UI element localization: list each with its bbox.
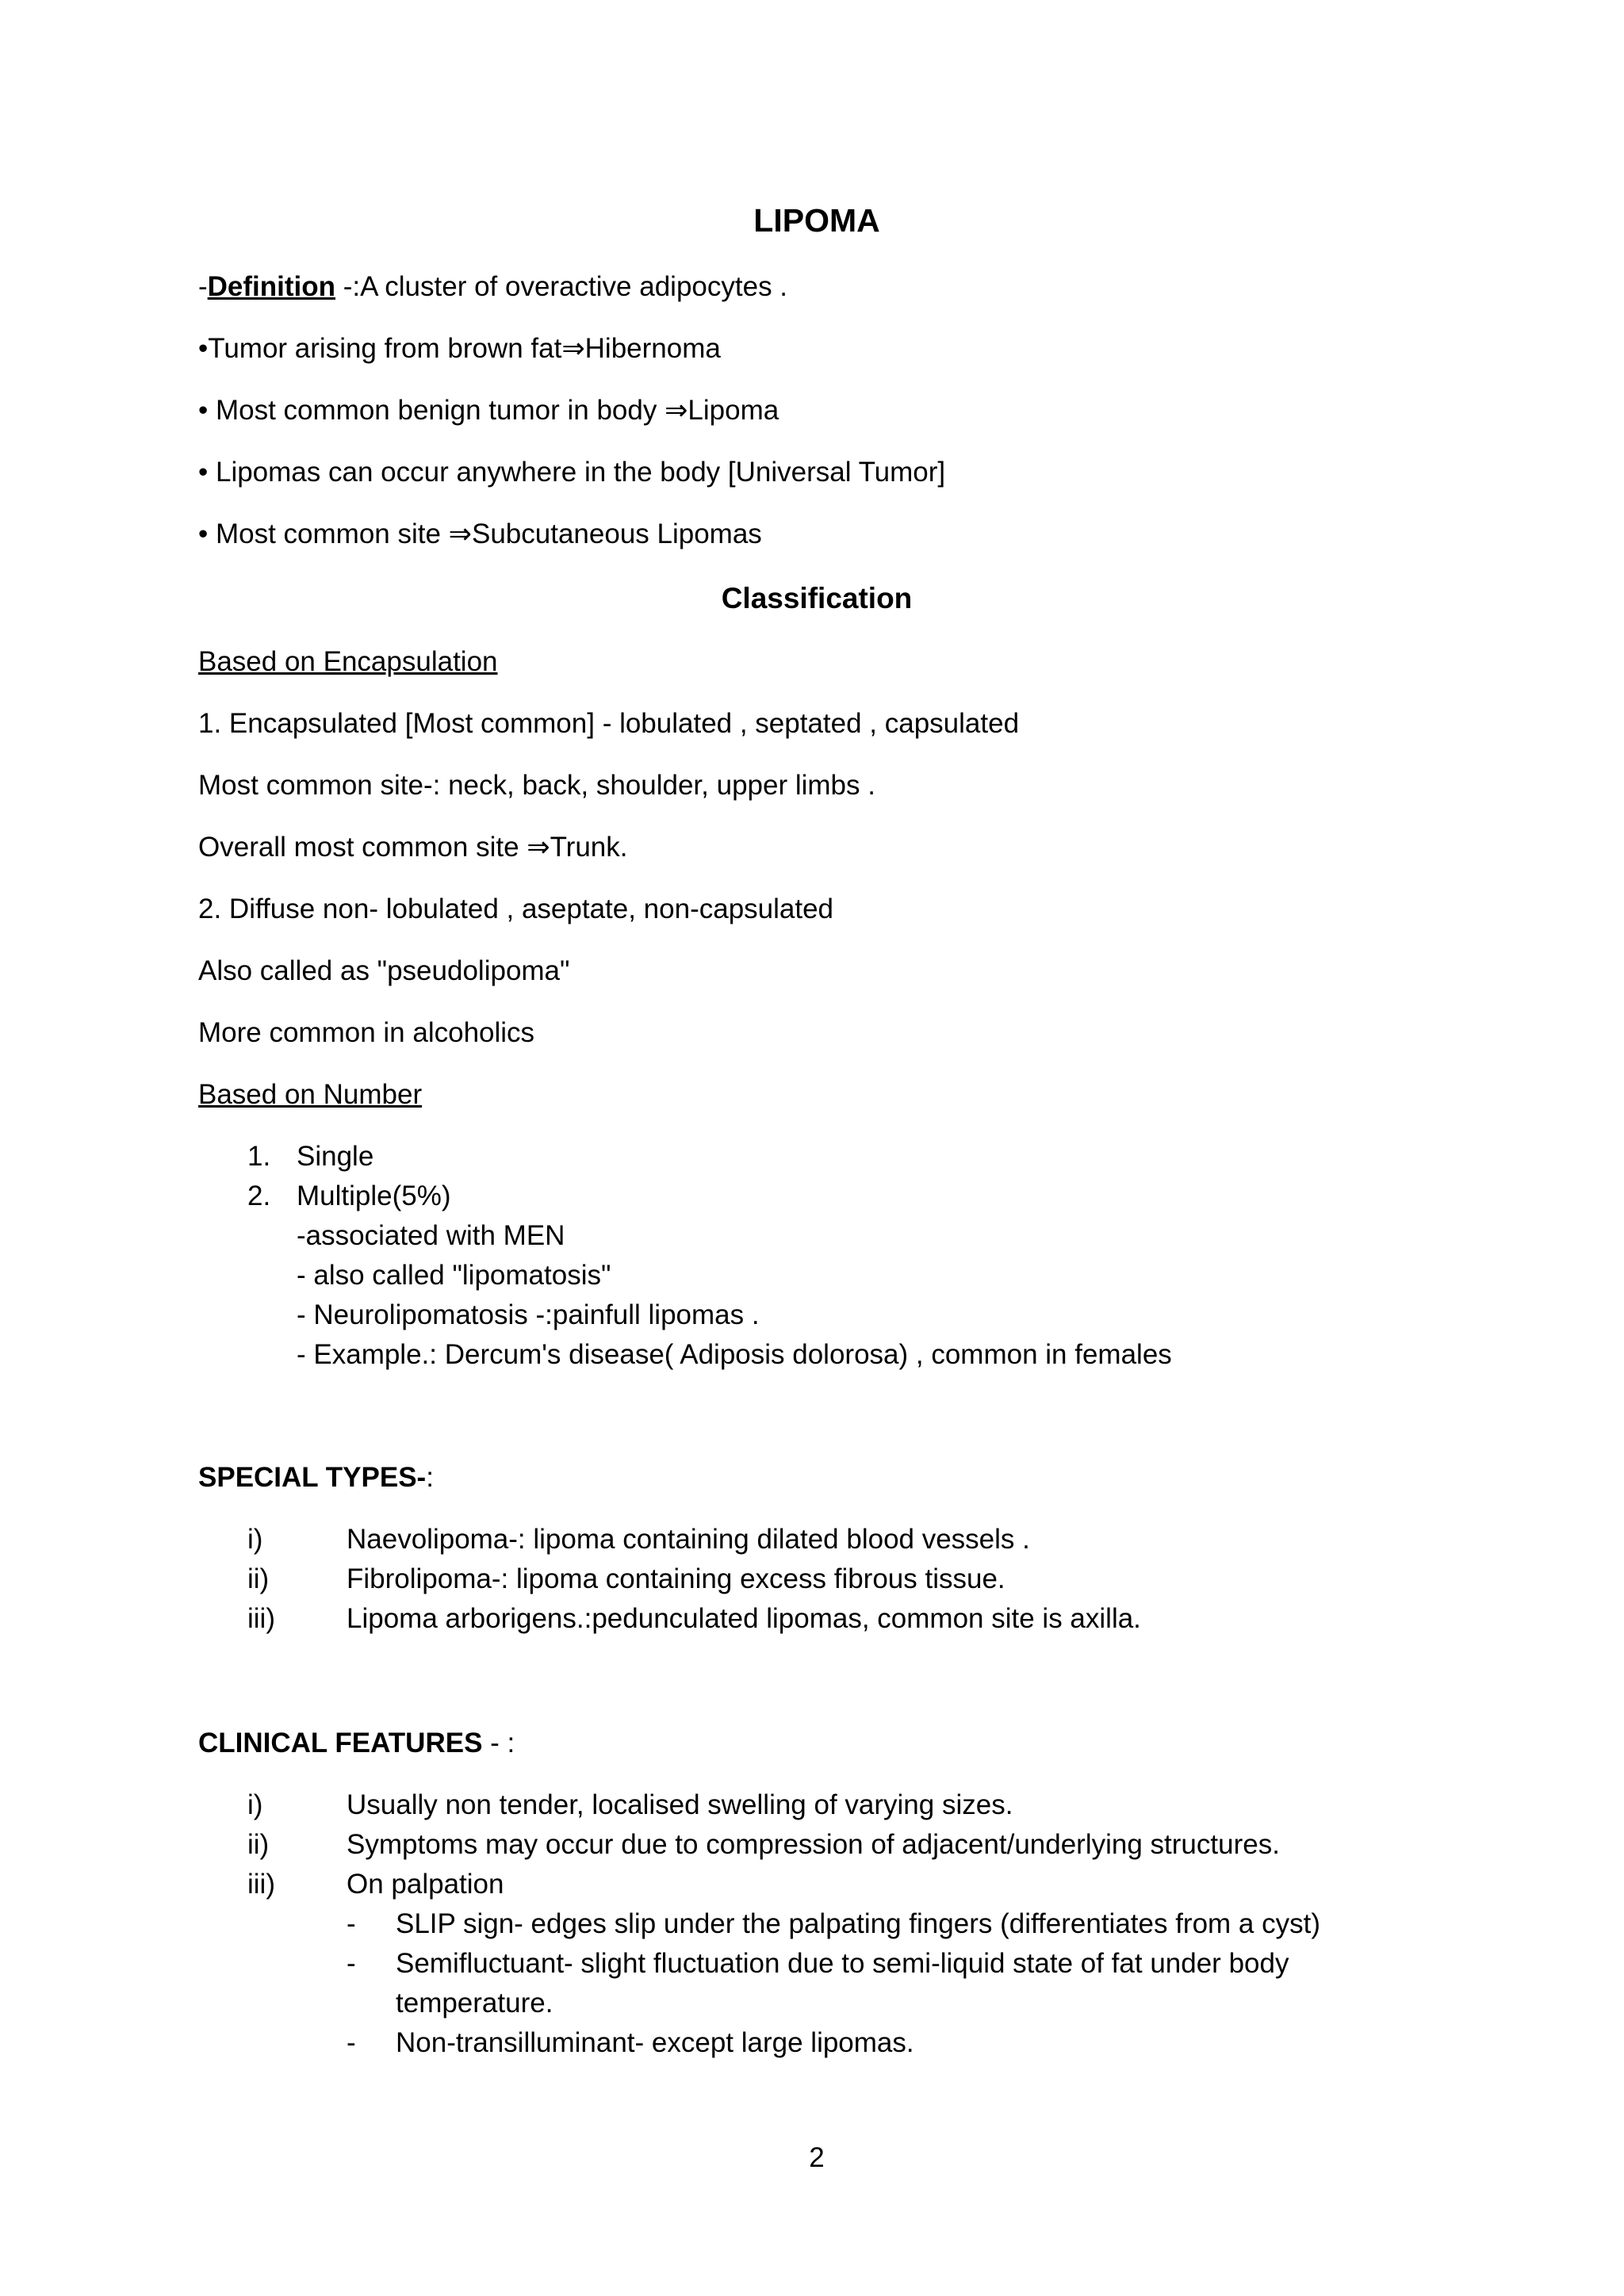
bullet-item: • Most common benign tumor in body ⇒Lipoma [198, 395, 779, 426]
roman-numeral: iii) [247, 1603, 275, 1634]
special-types-heading-rest: : [426, 1462, 434, 1493]
list-item: Single [297, 1141, 374, 1172]
encapsulation-line: Overall most common site ⇒Trunk. [198, 832, 628, 863]
dash-marker: - [347, 2027, 356, 2058]
definition-text: -:A cluster of overactive adipocytes . [335, 271, 788, 302]
bullet-item: •Tumor arising from brown fat⇒Hibernoma [198, 333, 721, 364]
number-subheading: Based on Number [198, 1079, 423, 1110]
list-item: Naevolipoma-: lipoma containing dilated blood vessels . [347, 1524, 1030, 1555]
encapsulation-line: 1. Encapsulated [Most common] - lobulated , septated , capsulated [198, 708, 1020, 739]
palpation-item-continued: temperature. [396, 1988, 553, 2019]
list-subitem: - Neurolipomatosis -:painfull lipomas . [297, 1299, 760, 1330]
list-number: 2. [247, 1181, 271, 1211]
bullet-item: • Most common site ⇒Subcutaneous Lipomas [198, 519, 762, 549]
list-number: 1. [247, 1141, 271, 1172]
roman-numeral: ii) [247, 1563, 270, 1594]
dash-marker: - [347, 1948, 356, 1979]
special-types-heading-bold: SPECIAL TYPES- [198, 1462, 427, 1493]
list-item: Symptoms may occur due to compression of adjacent/underlying structures. [347, 1829, 1280, 1860]
list-item: Lipoma arborigens.:pedunculated lipomas, common site is axilla. [347, 1603, 1141, 1634]
list-item: Usually non tender, localised swelling of varying sizes. [347, 1789, 1013, 1820]
list-item: Fibrolipoma-: lipoma containing excess fibrous tissue. [347, 1563, 1005, 1594]
encapsulation-line: Most common site-: neck, back, shoulder, upper limbs . [198, 770, 875, 801]
encapsulation-line: 2. Diffuse non- lobulated , aseptate, non-capsulated [198, 894, 834, 924]
list-item: On palpation [347, 1869, 504, 1900]
palpation-item: SLIP sign- edges slip under the palpating fingers (differentiates from a cyst) [396, 1908, 1321, 1939]
roman-numeral: iii) [247, 1869, 275, 1900]
clinical-features-heading [198, 1726, 515, 1761]
clinical-features-heading-rest: - : [482, 1728, 515, 1758]
classification-heading: Classification [721, 582, 913, 614]
bullet-item: • Lipomas can occur anywhere in the body [Universal Tumor] [198, 457, 946, 488]
roman-numeral: i) [247, 1789, 263, 1820]
list-item: Multiple(5%) [297, 1181, 451, 1211]
page-number: 2 [809, 2142, 825, 2173]
list-subitem: - also called "lipomatosis" [297, 1260, 611, 1291]
encapsulation-line: More common in alcoholics [198, 1017, 535, 1048]
definition-line [198, 270, 787, 304]
dash-marker: - [347, 1908, 356, 1939]
roman-numeral: ii) [247, 1829, 270, 1860]
special-types-heading [198, 1460, 434, 1495]
page-title: LIPOMA [753, 202, 880, 239]
list-subitem: -associated with MEN [297, 1220, 565, 1251]
encapsulation-subheading: Based on Encapsulation [198, 646, 498, 677]
palpation-item: Semifluctuant- slight fluctuation due to semi-liquid state of fat under body [396, 1948, 1289, 1979]
roman-numeral: i) [247, 1524, 263, 1555]
clinical-features-heading-bold: CLINICAL FEATURES [198, 1728, 483, 1758]
encapsulation-line: Also called as "pseudolipoma" [198, 955, 570, 986]
palpation-item: Non-transilluminant- except large lipomas. [396, 2027, 914, 2058]
list-subitem: - Example.: Dercum's disease( Adiposis dolorosa) , common in females [297, 1339, 1172, 1370]
definition-prefix: - [198, 271, 208, 302]
definition-label: Definition [207, 271, 336, 302]
